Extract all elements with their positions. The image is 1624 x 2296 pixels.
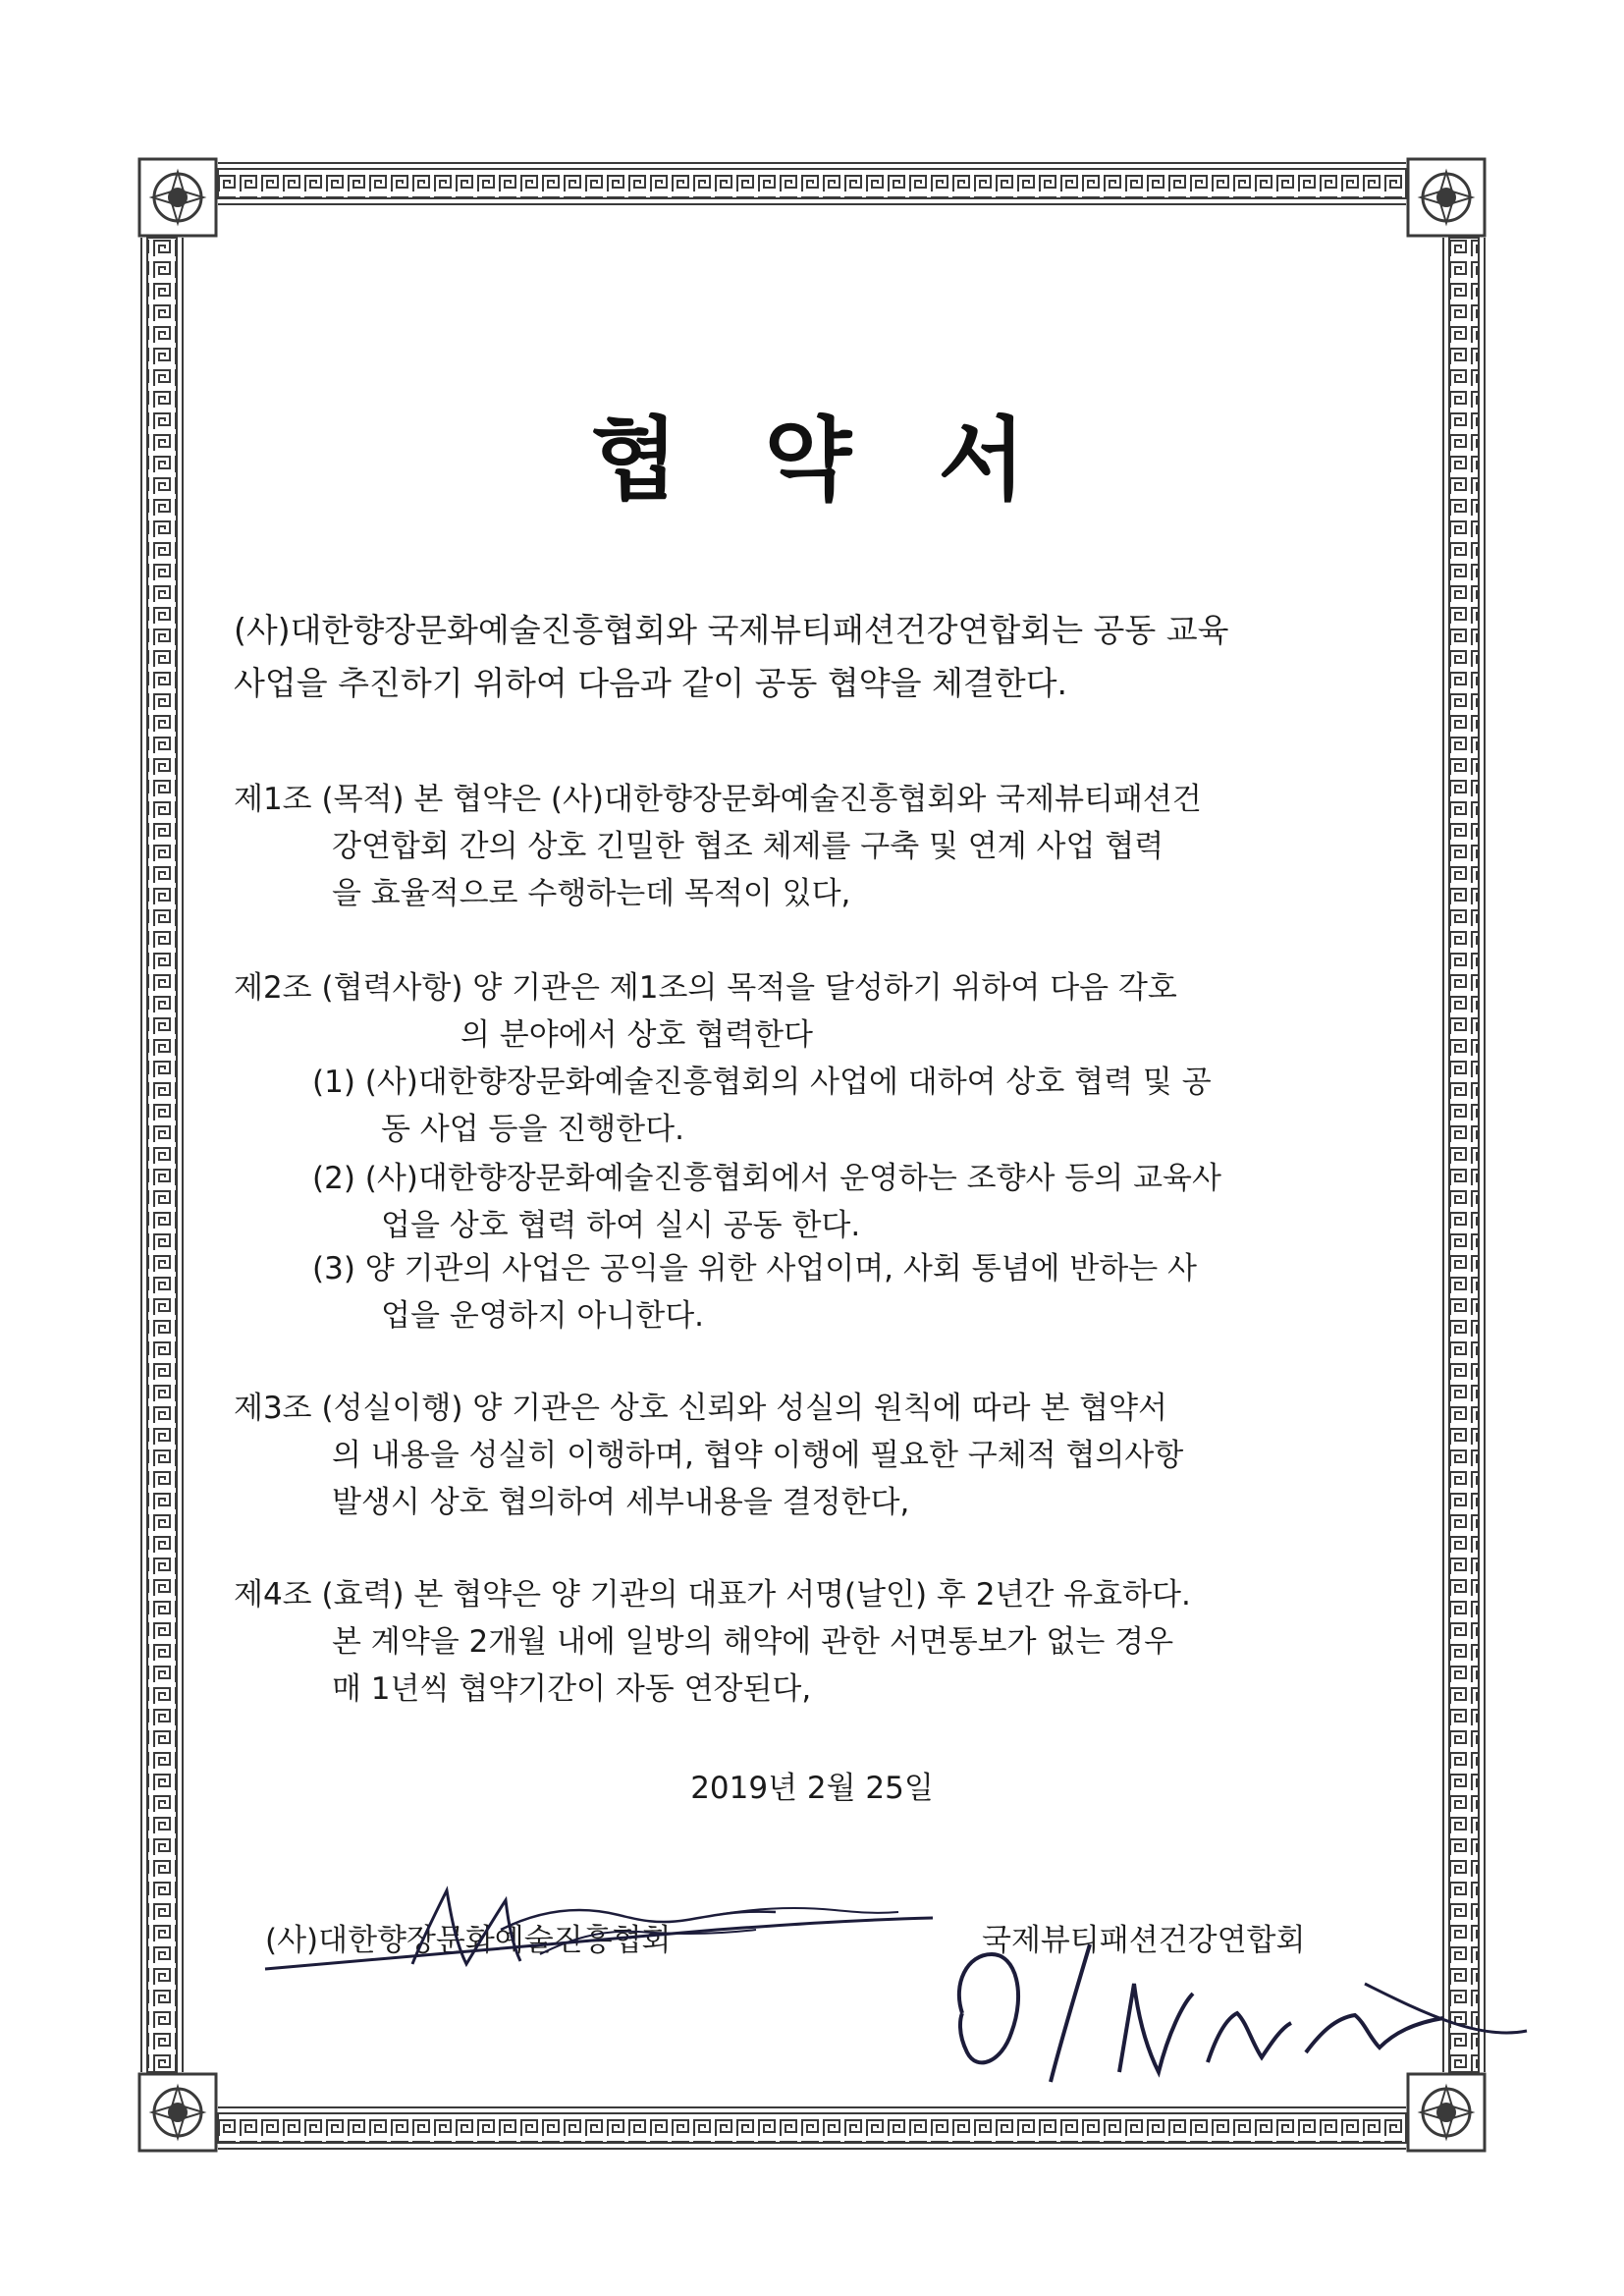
article-line: 의 내용을 성실히 이행하며, 협약 이행에 필요한 구체적 협의사항 <box>332 1438 1184 1473</box>
article-line: 발생시 상호 협의하여 세부내용을 결정한다, <box>332 1485 910 1520</box>
party-right-name: 국제뷰티패션건강연합회 <box>982 1923 1306 1958</box>
document-title: 협 약 서 <box>590 408 1034 513</box>
right-signature-icon <box>933 1925 1542 2102</box>
item-line: (2) (사)대한향장문화예술진흥협회에서 운영하는 조향사 등의 교육사 <box>312 1161 1221 1196</box>
article-line: 제2조 (협력사항) 양 기관은 제1조의 목적을 달성하기 위하여 다음 각호 <box>234 970 1177 1006</box>
article-line: 제4조 (효력) 본 협약은 양 기관의 대표가 서명(날인) 후 2년간 유효하다. <box>234 1577 1191 1613</box>
item-line: 동 사업 등을 진행한다. <box>381 1112 684 1147</box>
article-2-item-2 <box>312 1155 1221 1249</box>
article-line: 본 계약을 2개월 내에 일방의 해약에 관한 서면통보가 없는 경우 <box>332 1624 1174 1660</box>
item-line: (3) 양 기관의 사업은 공익을 위한 사업이며, 사회 통념에 반하는 사 <box>312 1251 1197 1286</box>
left-signature-icon <box>245 1871 952 1998</box>
agreement-date: 2019년 2월 25일 <box>690 1771 934 1806</box>
article-4 <box>234 1571 1191 1713</box>
article-3 <box>234 1385 1183 1526</box>
item-line: (1) (사)대한향장문화예술진흥협회의 사업에 대하여 상호 협력 및 공 <box>312 1065 1212 1100</box>
article-2-item-3 <box>312 1245 1197 1339</box>
corner-rosette-icon <box>139 159 216 236</box>
article-2-item-1 <box>312 1059 1212 1153</box>
article-line: 매 1년씩 협약기간이 자동 연장된다, <box>332 1671 812 1707</box>
item-line: 업을 상호 협력 하여 실시 공동 한다. <box>381 1208 861 1243</box>
corner-rosette-icon <box>1408 159 1485 236</box>
article-2 <box>234 964 1177 1059</box>
article-line: 강연합회 간의 상호 긴밀한 협조 체제를 구축 및 연계 사업 협력 <box>332 829 1164 864</box>
intro-line: 사업을 추진하기 위하여 다음과 같이 공동 협약을 체결한다. <box>234 664 1067 702</box>
article-line: 제3조 (성실이행) 양 기관은 상호 신뢰와 성실의 원칙에 따라 본 협약서 <box>234 1391 1167 1426</box>
item-line: 업을 운영하지 아니한다. <box>381 1298 705 1334</box>
corner-rosette-icon <box>139 2074 216 2151</box>
article-line: 을 효율적으로 수행하는데 목적이 있다, <box>332 876 851 911</box>
intro-line: (사)대한향장문화예술진흥협회와 국제뷰티패션건강연합회는 공동 교육 <box>234 611 1229 649</box>
article-1 <box>234 776 1202 917</box>
intro-paragraph <box>234 604 1229 710</box>
article-line: 제1조 (목적) 본 협약은 (사)대한향장문화예술진흥협회와 국제뷰티패션건 <box>234 782 1202 817</box>
party-left-name: (사)대한향장문화예술진흥협회 <box>265 1923 672 1958</box>
article-line: 의 분야에서 상호 협력한다 <box>460 1017 813 1053</box>
